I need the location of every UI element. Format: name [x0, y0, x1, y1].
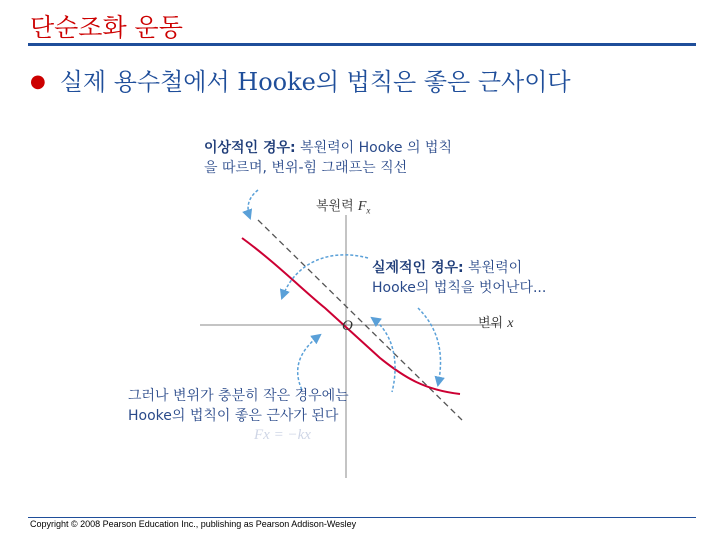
- footer-rule: [28, 517, 696, 518]
- ideal-case-line2: 을 따르며, 변위-힘 그래프는 직선: [204, 160, 408, 176]
- ideal-case-heading: 이상적인 경우:: [204, 140, 296, 156]
- x-axis-symbol: x: [507, 316, 514, 331]
- hooke-formula: Fx = −kx: [254, 427, 311, 443]
- x-axis-label-text: 변위: [478, 316, 504, 331]
- bullet-dot-icon: ●: [30, 71, 46, 92]
- small-disp-arrow-left: [298, 335, 320, 390]
- real-case-heading: 실제적인 경우:: [372, 260, 464, 276]
- real-case-arrow-left: [282, 255, 368, 298]
- y-axis-subscript: x: [366, 205, 371, 216]
- page-title: 단순조화 운동: [30, 13, 183, 42]
- real-case-line1: 복원력이: [463, 260, 523, 276]
- y-axis-label-text: 복원력: [316, 199, 354, 214]
- origin-label: O: [342, 318, 353, 334]
- ideal-case-label: [204, 138, 452, 178]
- ideal-case-arrow: [248, 190, 258, 218]
- x-axis-label: [478, 312, 513, 332]
- bullet-text: 실제 용수철에서 Hooke의 법칙은 좋은 근사이다: [59, 68, 571, 96]
- small-disp-line2: Hooke의 법칙이 좋은 근사가 된다: [128, 408, 339, 424]
- y-axis-symbol: F: [357, 199, 367, 214]
- real-case-arrow-right: [418, 308, 441, 385]
- copyright-notice: Copyright © 2008 Pearson Education Inc., publishing as Pearson Addison-Wesley: [30, 519, 357, 529]
- small-displacement-label: [128, 386, 349, 426]
- real-case-line2: Hooke의 법칙을 벗어난다...: [372, 280, 547, 296]
- ideal-case-line1: 복원력이 Hooke 의 법칙: [295, 140, 452, 156]
- small-disp-line1: 그러나 변위가 충분히 작은 경우에는: [128, 388, 349, 404]
- real-case-label: [372, 258, 546, 298]
- y-axis-label: [316, 195, 370, 216]
